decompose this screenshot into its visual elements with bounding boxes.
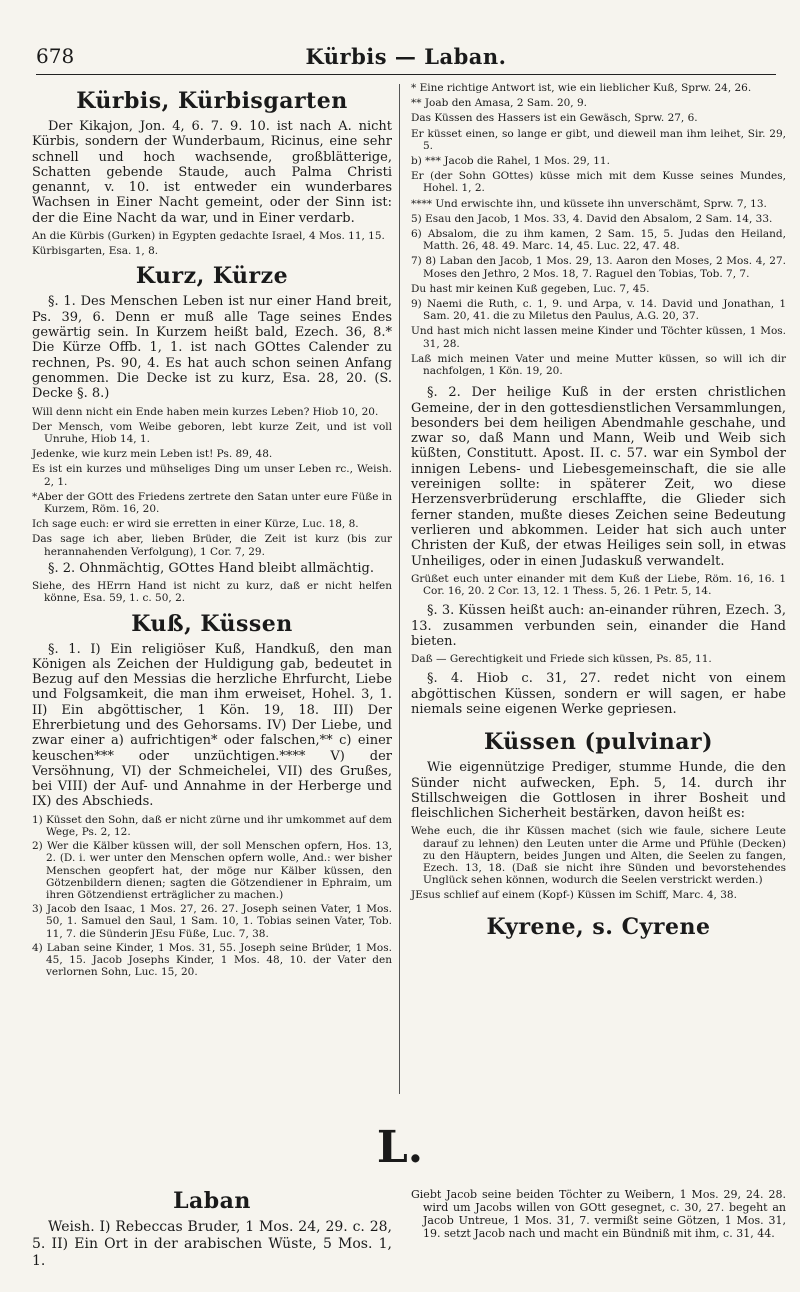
section-letter: L.: [376, 1122, 424, 1173]
paragraph: Der Kikajon, Jon. 4, 6. 7. 9. 10. ist nach A. nicht Kürbis, sondern der Wunderbaum, Ricinus, eine sehr schnell und hoch wachsende, großblätterige, Schatten gebende Staude, auch Palma Christi genannt, v. 10. ist entweder ein wunderbares Wachsen in Einer Nacht gemeint, oder der Sinn ist: der die Eine Nacht da war, und in Einer verdarb.: [32, 119, 392, 226]
paragraph: §. 1. Des Menschen Leben ist nur einer Hand breit, Ps. 39, 6. Denn er muß alle Tage seines Endes gewärtig sein. In Kurzem heißt bald, Ezech. 36, 8.* Die Kürze Offb. 1, 1. ist nach GOttes Calender zu rechnen, Ps. 90, 4. Es hat auch schon seinen Anfang genommen. Die Decke ist zu kurz, Esa. 28, 20. (S. Decke §. 8.): [32, 294, 392, 402]
paragraph: §. 3. Küssen heißt auch: an-einander rühren, Ezech. 3, 13. zusammen verbunden sein, einander die Hand bieten.: [411, 603, 786, 649]
note: Will denn nicht ein Ende haben mein kurzes Leben? Hiob 10, 20.: [32, 405, 379, 418]
note: 4) Laban seine Kinder, 1 Mos. 31, 55. Joseph seine Brüder, 1 Mos. 45, 15. Jacob Josephs Kinder, 1 Mos. 48, 10. der Vater den verlornen Sohn, Luc. 15, 20.: [32, 941, 392, 979]
heading-laban: Laban: [173, 1188, 251, 1214]
page-number: 678: [36, 44, 75, 68]
note: * Eine richtige Antwort ist, wie ein lieblicher Kuß, Sprw. 24, 26.: [411, 82, 752, 94]
note: Laß mich meinen Vater und meine Mutter küssen, so will ich dir nachfolgen, 1 Kön. 19, 20.: [411, 352, 786, 378]
note: Grüßet euch unter einander mit dem Kuß der Liebe, Röm. 16, 16. 1 Cor. 16, 20. 2 Cor. 13, 12. 1 Thess. 5, 26. 1 Petr. 5, 14.: [411, 572, 786, 598]
paragraph: Weish. I) Rebeccas Bruder, 1 Mos. 24, 29. c. 28, 5. II) Ein Ort in der arabischen Wüste, 5 Mos. 1, 1.: [32, 1219, 392, 1269]
note: ** Joab den Amasa, 2 Sam. 20, 9.: [411, 97, 588, 110]
heading-kuss: Kuß, Küssen: [131, 610, 293, 637]
running-title: Kürbis — Laban.: [305, 44, 507, 69]
laban-notes: [411, 1188, 786, 1243]
note: Er küsset einen, so lange er gibt, und dieweil man ihm leihet, Sir. 29, 5.: [411, 127, 786, 152]
note: 6) Absalom, die zu ihm kamen, 2 Sam. 15, 5. Judas den Heiland, Matth. 26, 48. 49. Marc. 14, 45. Luc. 22, 47. 48.: [411, 228, 786, 253]
note: 1) Küsset den Sohn, daß er nicht zürne und ihr umkommet auf dem Wege, Ps. 2, 12.: [32, 813, 392, 838]
note: Das Küssen des Hassers ist ein Gewäsch, Sprw. 27, 6.: [411, 112, 698, 125]
note: 5) Esau den Jacob, 1 Mos. 33, 4. David den Absalom, 2 Sam. 14, 33.: [411, 212, 773, 225]
laban-entry: [32, 1182, 392, 1274]
note: *Aber der GOtt des Friedens zertrete den Satan unter eure Füße in Kurzem, Röm. 16, 20.: [32, 490, 392, 515]
note: Siehe, des HErrn Hand ist nicht zu kurz, daß er nicht helfen könne, Esa. 59, 1. c. 50, 2.: [32, 580, 392, 605]
page-header: [36, 44, 776, 74]
paragraph: §. 2. Der heilige Kuß in der ersten christlichen Gemeine, der in den gottesdienstlichen Versammlungen, besonders bei dem heiligen Abendmahle geschahe, und zwar so, daß Mann und Mann, Weib und Weib sich küßten, Constitutt. Apost. II. c. 57. war ein Symbol der innigen Lebens- und Liebesgemeinschaft, die sie alle vereinigen sollte: in späterer Zeit, wo diese Herzensverbrüderung erschlaffte, die Glieder sich ferner standen, mußte dieses Zeichen seine Bedeutung verlieren und abkommen. Leider hat sich auch unter Christen der Kuß, der etwas Heiliges sein soll, in etwas Unheiliges, oder in einen Judaskuß verwandelt.: [411, 385, 786, 569]
column-divider: [399, 84, 400, 1094]
note: 9) Naemi die Ruth, c. 1, 9. und Arpa, v. 14. David und Jonathan, 1 Sam. 20, 41. die zu Miletus den Paulus, A.G. 20, 37.: [411, 298, 786, 323]
note: b) *** Jacob die Rahel, 1 Mos. 29, 11.: [411, 155, 610, 168]
note: Das sage ich aber, lieben Brüder, die Zeit ist kurz (bis zur herannahenden Verfolgung), 1 Cor. 7, 29.: [32, 533, 392, 558]
note: 2) Wer die Kälber küssen will, der soll Menschen opfern, Hos. 13, 2. (D. i. wer unter den Menschen opfern wolle, And.: wer bisher Menschen geopfert hat, der möge nur Kälber küssen, den Götzenbildern dienen; sagten die Götzendiener in Ephraim, um ihren Götzendienst erträglicher zu machen.): [32, 840, 392, 901]
note: Er (der Sohn GOttes) küsse mich mit dem Kusse seines Mundes, Hohel. 1, 2.: [411, 170, 786, 195]
note: Ich sage euch: er wird sie erretten in einer Kürze, Luc. 18, 8.: [32, 518, 359, 531]
paragraph: Wie eigennützige Prediger, stumme Hunde, die den Sünder nicht aufwecken, Eph. 5, 14. durch ihr Stillschweigen die Gottlosen in ihrer Bosheit und fleischlichen Sicherheit bestärken, davon heißt es:: [411, 760, 786, 822]
note: Jedenke, wie kurz mein Leben ist! Ps. 89, 48.: [32, 448, 273, 461]
note: **** Und erwischte ihn, und küssete ihn unverschämt, Sprw. 7, 13.: [411, 197, 767, 210]
note: Kürbisgarten, Esa. 1, 8.: [32, 245, 159, 258]
heading-kyrene: Kyrene, s. Cyrene: [486, 913, 711, 940]
note: Du hast mir keinen Kuß gegeben, Luc. 7, 45.: [411, 282, 650, 295]
note: An die Kürbis (Gurken) in Egypten gedachte Israel, 4 Mos. 11, 15.: [32, 230, 385, 243]
note: Daß — Gerechtigkeit und Friede sich küssen, Ps. 85, 11.: [411, 653, 712, 666]
right-column: [411, 82, 786, 945]
left-column: [32, 82, 392, 980]
heading-kuerbis: Kürbis, Kürbisgarten: [76, 88, 348, 114]
note: Der Mensch, vom Weibe geboren, lebt kurze Zeit, und ist voll Unruhe, Hiob 14, 1.: [32, 420, 392, 445]
heading-kurz: Kurz, Kürze: [135, 263, 289, 290]
note: JEsus schlief auf einem (Kopf-) Küssen im Schiff, Marc. 4, 38.: [411, 889, 737, 902]
heading-kissen: Küssen (pulvinar): [483, 729, 714, 756]
note: Wehe euch, die ihr Küssen machet (sich wie faule, sichere Leute darauf zu lehnen) den Leuten unter die Arme und Pfühle (Decken) zu den Häuptern, beides Jungen und Alten, die Seelen zu fangen, Ezech. 13, 18. (Daß sie nicht ihre Sünden und bevorstehendes Unglück sehen können, wodurch die Seelen verstrickt werden.): [411, 825, 786, 887]
note: 7) 8) Laban den Jacob, 1 Mos. 29, 13. Aaron den Moses, 2 Mos. 4, 27. Moses den Jethro, 2 Mos. 18, 7. Raguel den Tobias, Tob. 7, 7.: [411, 255, 786, 280]
paragraph: §. 2. Ohnmächtig, GOttes Hand bleibt allmächtig.: [48, 560, 374, 576]
note: 3) Jacob den Isaac, 1 Mos. 27, 26. 27. Joseph seinen Vater, 1 Mos. 50, 1. Samuel den Saul, 1 Sam. 10, 1. Tobias seinen Vater, Tob. 11, 7. die Sünderin JEsu Füße, Luc. 7, 38.: [32, 903, 392, 940]
note: Es ist ein kurzes und mühseliges Ding um unser Leben rc., Weish. 2, 1.: [32, 463, 392, 488]
header-rule: [36, 74, 776, 75]
paragraph: §. 4. Hiob c. 31, 27. redet nicht von einem abgöttischen Küssen, sondern er will sagen, er habe niemals seine eigenen Werke gepriesen.: [411, 671, 786, 717]
note: Und hast mich nicht lassen meine Kinder und Töchter küssen, 1 Mos. 31, 28.: [411, 325, 786, 350]
note: Giebt Jacob seine beiden Töchter zu Weibern, 1 Mos. 29, 24. 28. wird um Jacobs willen von GOtt gesegnet, c. 30, 27. begeht an Jacob Untreue, 1 Mos. 31, 7. vermißt seine Götzen, 1 Mos. 31, 19. setzt Jacob nach und macht ein Bündniß mit ihm, c. 31, 44.: [411, 1188, 786, 1240]
paragraph: §. 1. I) Ein religiöser Kuß, Handkuß, den man Königen als Zeichen der Huldigung gab, bedeutet in Bezug auf den Messias die herzliche Ehrfurcht, Liebe und Folgsamkeit, die man ihm erweiset, Hohel. 3, 1. II) Ein abgöttischer, 1 Kön. 19, 18. III) Der Ehrerbietung und des Gehorsams. IV) Der Liebe, und zwar einer a) aufrichtigen* oder falschen,** c) einer keuschen*** oder unzüchtigen.**** V) der Versöhnung, VI) der Schmeichelei, VII) des Grußes, bei VIII) der Auf- und Annahme in der Herberge und IX) des Abschieds.: [32, 641, 392, 810]
